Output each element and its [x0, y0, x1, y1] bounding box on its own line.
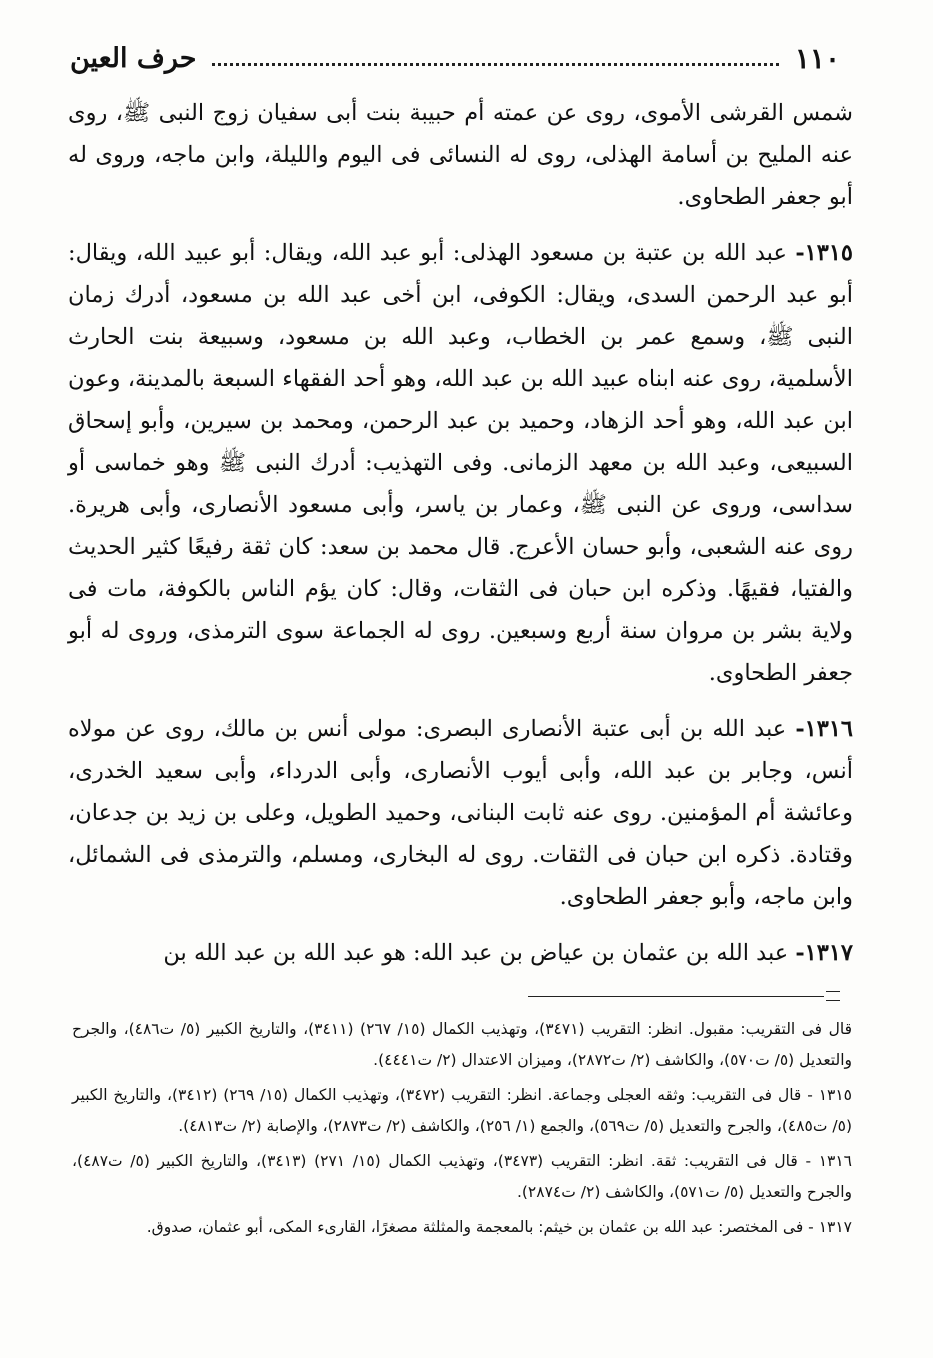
- entry-number: ١٣١٥-: [795, 240, 853, 266]
- main-text: [68, 92, 853, 988]
- running-title: حرف العين: [70, 42, 197, 74]
- entry-1317: [68, 932, 853, 974]
- paragraph-text: عبد الله بن عثمان بن عياض بن عبد الله: هو عبد الله بن عبد الله بن: [163, 940, 789, 966]
- footnote-marker: [826, 991, 840, 1001]
- footnotes: [72, 1014, 852, 1248]
- footnote: قال فى التقريب: مقبول. انظر: التقريب (٣٤٧١)، وتهذيب الكمال (١٥/ ٢٦٧) (٣٤١١)، والتاريخ الكبير (٥/ ت٤٨٦)، والجرح والتعديل (٥/ ت٥٧٠)، والكاشف (٢/ ت٢٨٧٢)، وميزان الاعتدال (٢/ ت٤٤٤١).: [72, 1020, 852, 1069]
- entry-1316: [68, 708, 853, 918]
- page-number: ١١٠: [794, 41, 840, 75]
- paragraph-continuation: [68, 92, 853, 218]
- footnote: ١٣١٧ - فى المختصر: عبد الله بن عثمان بن خيثم: بالمعجمة والمثلثة مصغرًا، القارىء المكى، أبو عثمان، صدوق.: [146, 1218, 852, 1236]
- footnote-separator: [528, 996, 824, 997]
- entry-1315: [68, 232, 853, 694]
- footnote: ١٣١٥ - قال فى التقريب: وثقه العجلى وجماعة. انظر: التقريب (٣٤٧٢)، وتهذيب الكمال (١٥/ ٢٦٩) (٣٤١٢)، والتاريخ الكبير (٥/ ت٤٨٥)، والجرح والتعديل (٥/ ت٥٦٩)، والجمع (١/ ٢٥٦)، والكاشف (٢/ ت٢٨٧٣)، والإصابة (٢/ ت٤٨١٣).: [72, 1086, 852, 1135]
- paragraph-text: شمس القرشى الأموى، روى عن عمته أم حبيبة بنت أبى سفيان زوج النبى ﷺ، روى عنه المليح بن أسامة الهذلى، روى له النسائى فى اليوم والليلة، وابن ماجه، وروى له أبو جعفر الطحاوى.: [68, 100, 853, 210]
- paragraph-text: عبد الله بن عتبة بن مسعود الهذلى: أبو عبد الله، ويقال: أبو عبيد الله، ويقال: أبو عبد الرحمن السدى، ويقال: الكوفى، ابن أخى عبد الله بن مسعود، أدرك زمان النبى ﷺ، وسمع عمر بن الخطاب، وعبد الله بن مسعود، وسبيعة بنت الحارث الأسلمية، روى عنه ابناه عبيد الله بن عبد الله، وهو أحد الفقهاء السبعة بالمدينة، وعون ابن عبد الله، وهو أحد الزهاد، وحميد بن عبد الرحمن، ومحمد بن سيرين، وأبو إسحاق السبيعى، وعبد الله بن معهد الزمانى. وفى التهذيب: أدرك النبى ﷺ وهو خماسى أو سداسى، وروى عن النبى ﷺ، وعمار بن ياسر، وأبى مسعود الأنصارى، وأبى هريرة. روى عنه الشعبى، وأبو حسان الأعرج. قال محمد بن سعد: كان ثقة رفيعًا كثير الحديث والفتيا، فقيهًا. وذكره ابن حبان فى الثقات، وقال: كان يؤم الناس بالكوفة، مات فى ولاية بشر بن مروان سنة أربع وسبعين. روى له الجماعة سوى الترمذى، وروى له أبو جعفر الطحاوى.: [68, 240, 853, 686]
- footnote: ١٣١٦ - قال فى التقريب: ثقة. انظر: التقريب (٣٤٧٣)، وتهذيب الكمال (١٥/ ٢٧١) (٣٤١٣)، والتاريخ الكبير (٥/ ت٤٨٧)، والجرح والتعديل (٥/ ت٥٧١)، والكاشف (٢/ ت٢٨٧٤).: [72, 1152, 852, 1201]
- entry-number: ١٣١٧-: [795, 940, 853, 966]
- paragraph-text: عبد الله بن أبى عتبة الأنصارى البصرى: مولى أنس بن مالك، روى عن مولاه أنس، وجابر بن عبد الله، وأبى أيوب الأنصارى، وأبى الدرداء، وأبى سعيد الخدرى، وعائشة أم المؤمنين. روى عنه ثابت البنانى، وحميد الطويل، وعلى بن زيد بن جدعان، وقتادة. ذكره ابن حبان فى الثقات. روى له البخارى، ومسلم، والترمذى فى الشمائل، وابن ماجه، وأبو جعفر الطحاوى.: [68, 716, 853, 910]
- entry-number: ١٣١٦-: [795, 716, 853, 742]
- dotted-leader: [212, 63, 778, 66]
- page-header: [70, 40, 840, 76]
